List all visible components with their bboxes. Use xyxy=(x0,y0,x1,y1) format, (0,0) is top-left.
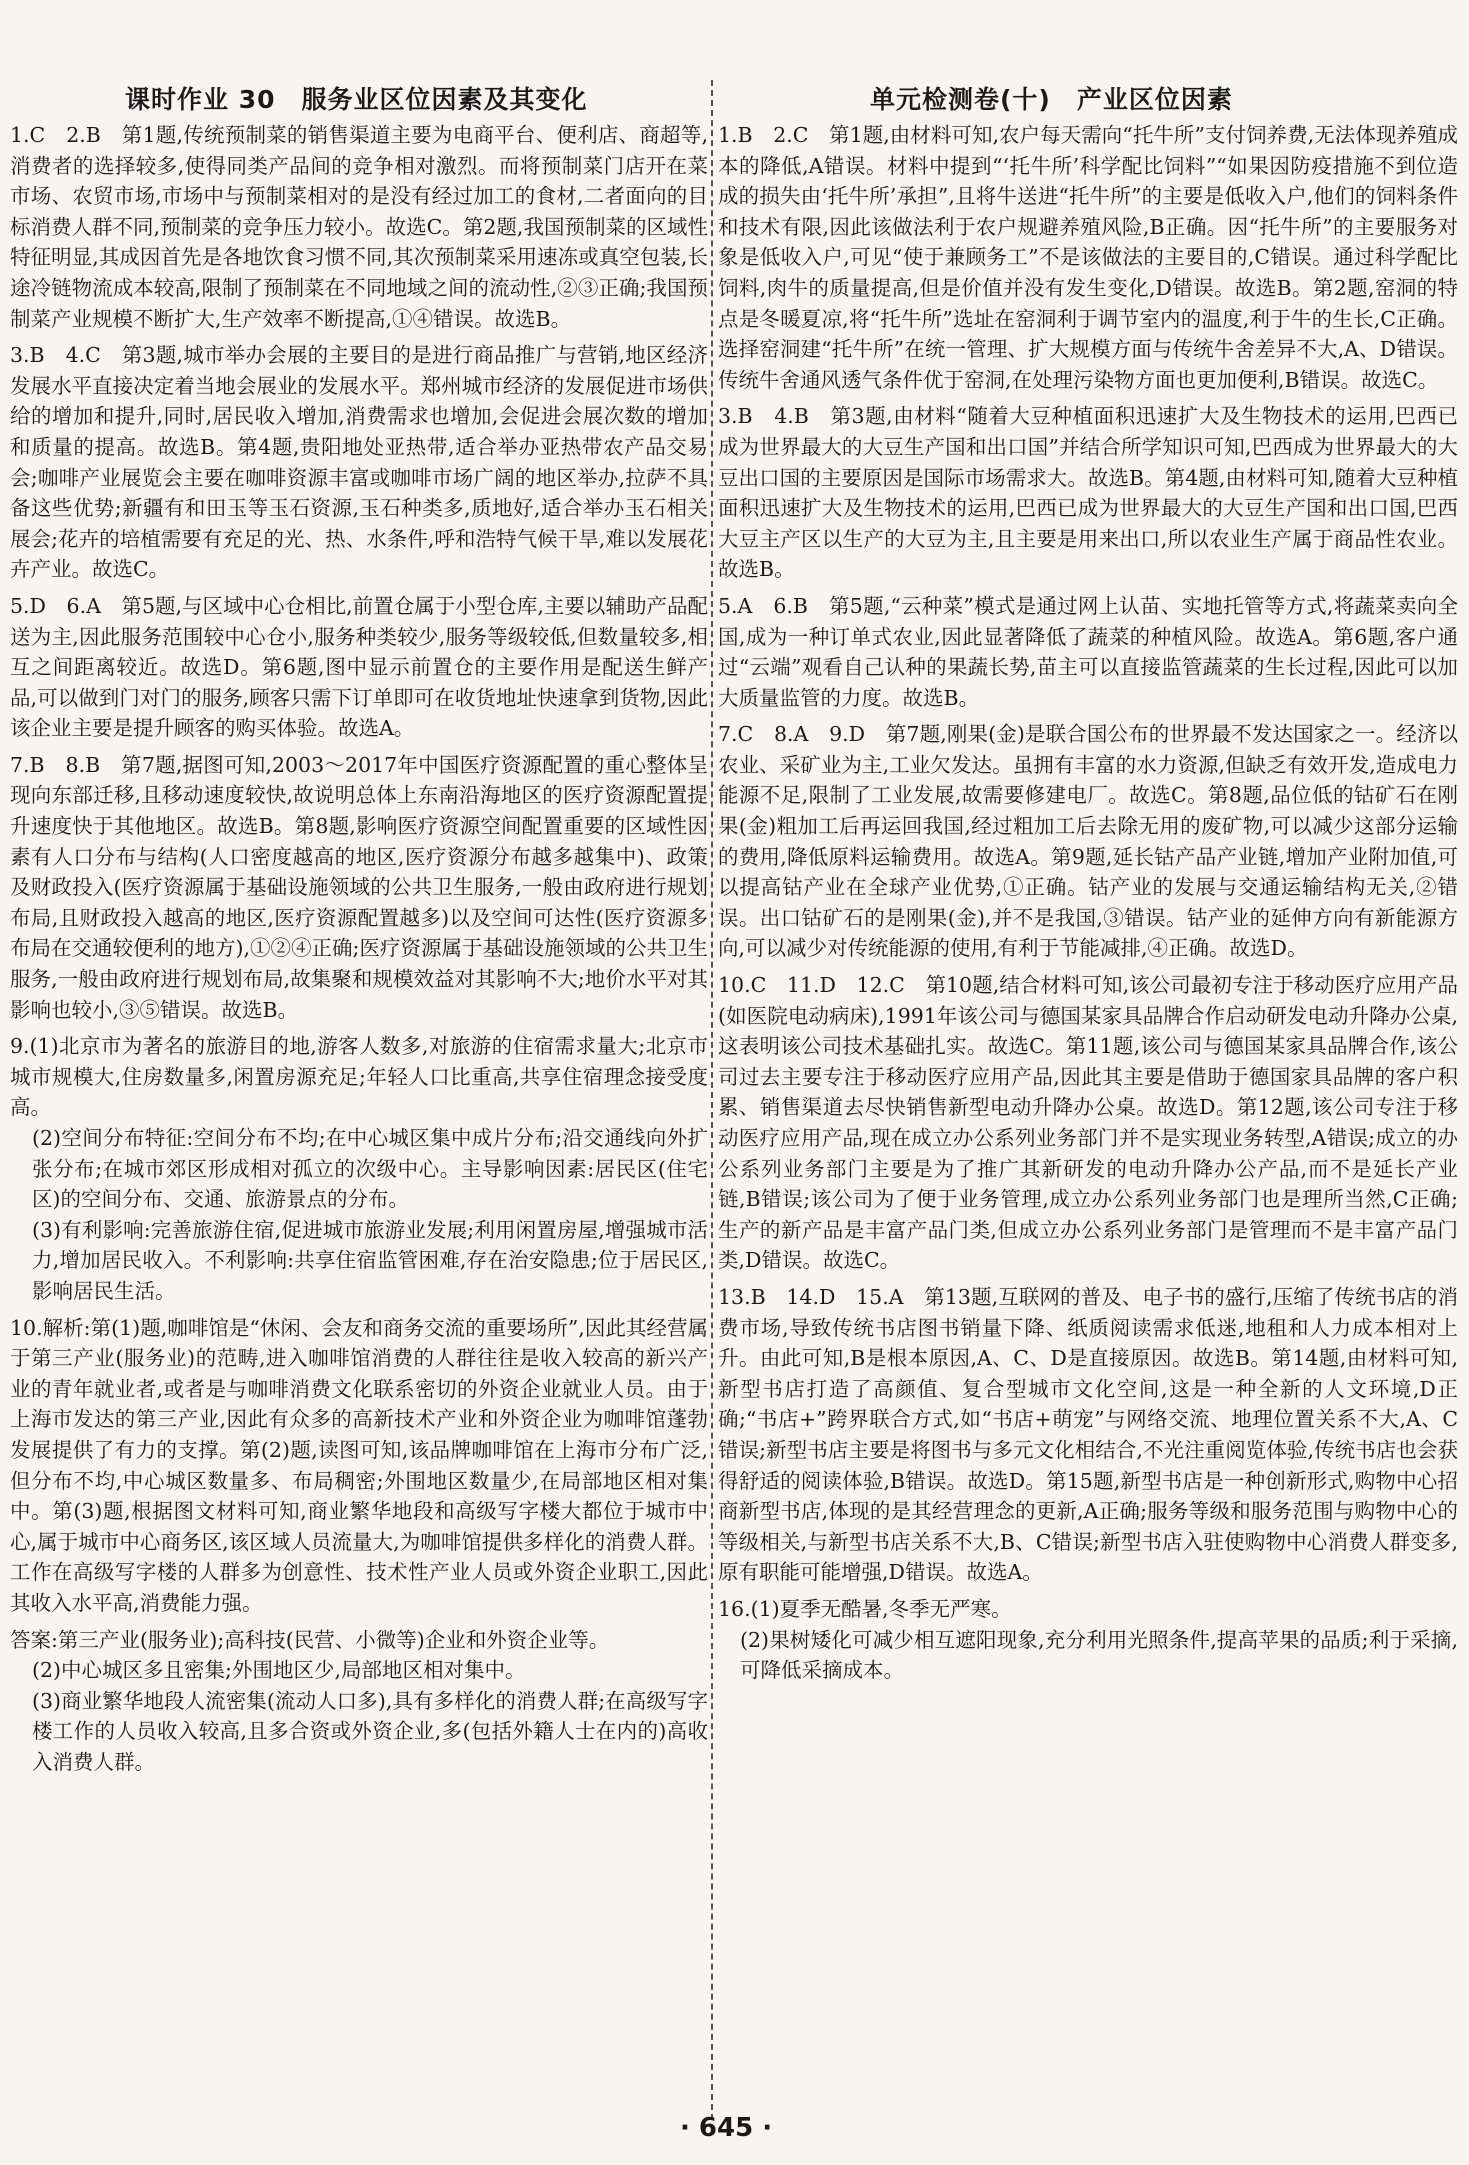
right-column xyxy=(718,78,1458,1692)
page-number: · 645 · xyxy=(680,2113,773,2143)
answer-item xyxy=(10,1031,708,1306)
answer-subpart: (3)商业繁华地段人流密集(流动人口多),具有多样化的消费人群;在高级写字楼工作的人员收入较高,且多合资或外资企业,多(包括外籍人士在内的)高收入消费人群。 xyxy=(32,1688,708,1774)
left-section-title: 课时作业 30 服务业区位因素及其变化 xyxy=(125,85,588,114)
answer-text: 9.(1)北京市为著名的旅游目的地,游客人数多,对旅游的住宿需求量大;北京市城市规模大,住房数量多,闲置房源充足;年轻人口比重高,共享住宿理念接受度高。 xyxy=(10,1034,708,1120)
answer-item xyxy=(10,340,708,585)
column-divider xyxy=(711,80,713,2130)
answer-item xyxy=(10,591,708,744)
answer-text: 5.D 6.A 第5题,与区域中心仓相比,前置仓属于小型仓库,主要以辅助产品配送为主,因此服务范围较中心仓小,服务种类较少,服务等级较低,但数量较多,相互之间距离较近。故选D。第6题,图中显示前置仓的主要作用是配送生鲜产品,可以做到门对门的服务,顾客只需下订单即可在收货地址快速拿到货物,因此该企业主要是提升顾客的购买体验。故选A。 xyxy=(10,593,708,741)
left-answers xyxy=(10,120,708,1777)
answer-item xyxy=(718,1282,1458,1588)
answer-item xyxy=(718,1594,1458,1686)
answer-text: 1.B 2.C 第1题,由材料可知,农户每天需向“托牛所”支付饲养费,无法体现养殖成本的降低,A错误。材料中提到“‘托牛所’科学配比饲料”“如果因防疫措施不到位造成的损失由‘托牛所’承担”,且将牛送进“托牛所”的主要是低收入户,他们的饲料条件和技术有限,因此该做法利于农户规避养殖风险,B正确。因“托牛所”的主要服务对象是低收入户,可见“使于兼顾务工”不是该做法的主要目的,C错误。通过科学配比饲料,肉牛的质量提高,但是价值并没有发生变化,D错误。故选B。第2题,窑洞的特点是冬暖夏凉,将“托牛所”选址在窑洞利于调节室内的温度,利于牛的生长,C正确。选择窑洞建“托牛所”在统一管理、扩大规模方面与传统牛舍差异不大,A、D错误。传统牛舍通风透气条件优于窑洞,在处理污染物方面也更加便利,B错误。故选C。 xyxy=(718,123,1458,392)
answer-text: 10.C 11.D 12.C 第10题,结合材料可知,该公司最初专注于移动医疗应用产品(如医院电动病床),1991年该公司与德国某家具品牌合作启动研发电动升降办公桌,这表明该公司技术基础扎实。故选C。第11题,该公司与德国某家具品牌合作,该公司过去主要专注于移动医疗应用产品,因此其主要是借助于德国家具品牌的客户积累、销售渠道去尽快销售新型电动升降办公桌。故选D。第12题,该公司专注于移动医疗应用产品,现在成立办公系列业务部门并不是实现业务转型,A错误;成立的办公系列业务部门主要是为了推广其新研发的电动升降办公产品,而不是延长产业链,B错误;该公司为了便于业务管理,成立办公系列业务部门也是理所当然,C正确;生产的新产品是丰富产品门类,但成立办公系列业务部门是管理而不是丰富产品门类,D错误。故选C。 xyxy=(718,973,1458,1273)
left-column xyxy=(10,78,708,1783)
answer-subpart: (3)有利影响:完善旅游住宿,促进城市旅游业发展;利用闲置房屋,增强城市活力,增加居民收入。不利影响:共享住宿监管困难,存在治安隐患;位于居民区,影响居民生活。 xyxy=(32,1217,708,1303)
right-answers xyxy=(718,120,1458,1686)
answer-item xyxy=(718,970,1458,1276)
answer-text: 3.B 4.C 第3题,城市举办会展的主要目的是进行商品推广与营销,地区经济发展水平直接决定着当地会展业的发展水平。郑州城市经济的发展促进市场供给的增加和提升,同时,居民收入增加,消费需求也增加,会促进会展次数的增加和质量的提高。故选B。第4题,贵阳地处亚热带,适合举办亚热带农产品交易会;咖啡产业展览会主要在咖啡资源丰富或咖啡市场广阔的地区举办,拉萨不具备这些优势;新疆有和田玉等玉石资源,玉石种类多,质地好,适合举办玉石相关展会;花卉的培植需要有充足的光、热、水条件,呼和浩特气候干旱,难以发展花卉产业。故选C。 xyxy=(10,343,708,582)
answer-text: 13.B 14.D 15.A 第13题,互联网的普及、电子书的盛行,压缩了传统书店的消费市场,导致传统书店图书销量下降、纸质阅读需求低迷,地租和人力成本相对上升。由此可知,B是根本原因,A、C、D是直接原因。故选B。第14题,由材料可知,新型书店打造了高颜值、复合型城市文化空间,这是一种全新的人文环境,D正确;“书店+”跨界联合方式,如“书店+萌宠”与网络交流、地理位置关系不大,A、C错误;新型书店主要是将图书与多元文化相结合,不光注重阅览体验,传统书店也会获得舒适的阅读体验,B错误。故选D。第15题,新型书店是一种创新形式,购物中心招商新型书店,体现的是其经营理念的更新,A正确;服务等级和服务范围与购物中心的等级相关,与新型书店关系不大,B、C错误;新型书店入驻使购物中心消费人群变多,原有职能可能增强,D错误。故选A。 xyxy=(718,1284,1458,1585)
answer-item xyxy=(718,591,1458,713)
answer-analysis: 10.解析:第(1)题,咖啡馆是“休闲、会友和商务交流的重要场所”,因此其经营属于第三产业(服务业)的范畴,进入咖啡馆消费的人群往往是收入较高的新兴产业的青年就业者,或者是与咖啡消费文化联系密切的外资企业就业人员。由于上海市发达的第三产业,因此有众多的高新技术产业和外资企业为咖啡馆蓬勃发展提供了有力的支撑。第(2)题,读图可知,该品牌咖啡馆在上海市分布广泛,但分布不均,中心城区数量多、布局稠密;外围地区数量少,在局部地区相对集中。第(3)题,根据图文材料可知,商业繁华地段和高级写字楼大都位于城市中心,属于城市中心商务区,该区域人员流量大,为咖啡馆提供多样化的消费人群。工作在高级写字楼的人群多为创意性、技术性产业人员或外资企业职工,因此其收入水平高,消费能力强。 xyxy=(10,1315,708,1615)
answer-item xyxy=(718,401,1458,585)
answer-item xyxy=(10,750,708,1025)
answer-text: 3.B 4.B 第3题,由材料“随着大豆种植面积迅速扩大及生物技术的运用,巴西已成为世界最大的大豆生产国和出口国”并结合所学知识可知,巴西成为世界最大的大豆出口国的主要原因是国际市场需求大。故选B。第4题,由材料可知,随着大豆种植面积迅速扩大及生物技术的运用,巴西已成为世界最大的大豆生产国和出口国,巴西大豆主产区以生产的大豆为主,且主要是用来出口,所以农业生产属于商品性农业。故选B。 xyxy=(718,404,1458,582)
right-section-title: 单元检测卷(十) 产业区位因素 xyxy=(870,85,1233,114)
answer-item xyxy=(10,1625,708,1778)
answer-text: 1.C 2.B 第1题,传统预制菜的销售渠道主要为电商平台、便利店、商超等,消费者的选择较多,使得同类产品间的竞争相对激烈。而将预制菜门店开在菜市场、农贸市场,市场中与预制菜相对的是没有经过加工的食材,二者面向的目标消费人群不同,预制菜的竞争压力较小。故选C。第2题,我国预制菜的区域性特征明显,其成因首先是各地饮食习惯不同,其次预制菜采用速冻或真空包装,长途冷链物流成本较高,限制了预制菜在不同地域之间的流动性,②③正确;我国预制菜产业规模不断扩大,生产效率不断提高,①④错误。故选B。 xyxy=(10,123,708,331)
answer-subpart: (2)中心城区多且密集;外围地区少,局部地区相对集中。 xyxy=(32,1658,526,1683)
answer-item xyxy=(718,120,1458,395)
answer-item xyxy=(10,1313,708,1619)
answer-item xyxy=(10,120,708,334)
answer-text: 7.C 8.A 9.D 第7题,刚果(金)是联合国公布的世界最不发达国家之一。经济以农业、采矿业为主,工业欠发达。虽拥有丰富的水力资源,但缺乏有效开发,造成电力能源不足,限制了工业发展,故需要修建电厂。故选C。第8题,品位低的钴矿石在刚果(金)粗加工后再运回我国,经过粗加工后去除无用的废矿物,可以减少这部分运输的费用,降低原料运输费用。故选A。第9题,延长钴产品产业链,增加产业附加值,可以提高钴产业在全球产业优势,①正确。钴产业的发展与交通运输结构无关,②错误。出口钴矿石的是刚果(金),并不是我国,③错误。钴产业的延伸方向有新能源方向,可以减少对传统能源的使用,有利于节能减排,④正确。故选D。 xyxy=(718,722,1458,961)
answer-text: 16.(1)夏季无酷暑,冬季无严寒。 xyxy=(718,1596,1012,1621)
answer-item xyxy=(718,719,1458,964)
answer-subpart: (2)果树矮化可减少相互遮阳现象,充分利用光照条件,提高苹果的品质;利于采摘,可降低采摘成本。 xyxy=(740,1627,1458,1683)
answer-text: 7.B 8.B 第7题,据图可知,2003～2017年中国医疗资源配置的重心整体呈现向东部迁移,且移动速度较快,故说明总体上东南沿海地区的医疗资源配置提升速度快于其他地区。故选B。第8题,影响医疗资源空间配置重要的区域性因素有人口分布与结构(人口密度越高的地区,医疗资源分布越多越集中)、政策及财政投入(医疗资源属于基础设施领域的公共卫生服务,一般由政府进行规划布局,且财政投入越高的地区,医疗资源配置越多)以及空间可达性(医疗资源多布局在交通较便利的地方),①②④正确;医疗资源属于基础设施领域的公共卫生服务,一般由政府进行规划布局,故集聚和规模效益对其影响不大;地价水平对其影响也较小,③⑤错误。故选B。 xyxy=(10,752,708,1022)
answer-subpart: (2)空间分布特征:空间分布不均;在中心城区集中成片分布;沿交通线向外扩张分布;在城市郊区形成相对孤立的次级中心。主导影响因素:居民区(住宅区)的空间分布、交通、旅游景点的分布。 xyxy=(32,1126,708,1212)
answer-text: 5.A 6.B 第5题,“云种菜”模式是通过网上认苗、实地托管等方式,将蔬菜卖向全国,成为一种订单式农业,因此显著降低了蔬菜的种植风险。故选A。第6题,客户通过“云端”观看自己认种的果蔬长势,苗主可以直接监管蔬菜的生长过程,因此可以加大质量监管的力度。故选B。 xyxy=(718,593,1458,710)
answer-final: 答案:第三产业(服务业);高科技(民营、小微等)企业和外资企业等。 xyxy=(10,1627,610,1652)
